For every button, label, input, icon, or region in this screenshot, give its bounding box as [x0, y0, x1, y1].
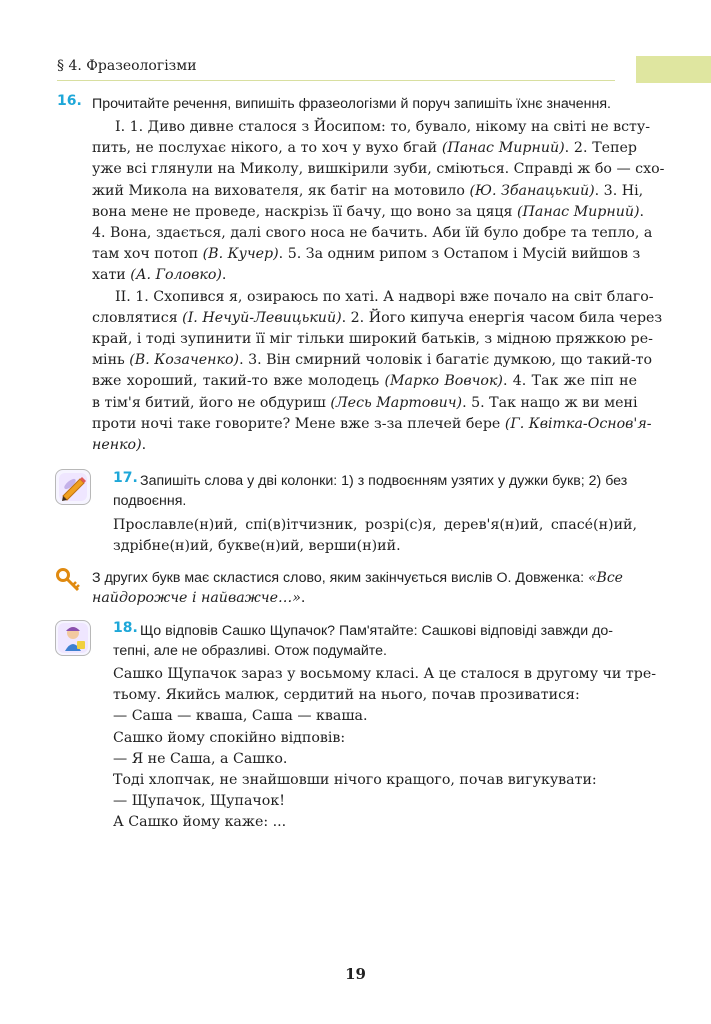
task-16-body	[92, 117, 665, 456]
key-icon	[55, 567, 81, 593]
text-line: Сашко Щупачок зараз у восьмому класі. А це сталося в другому чи тре-	[113, 666, 657, 682]
text-line: — Я не Саша, а Сашко.	[113, 750, 288, 767]
task-16-instruction: Прочитайте речення, випишіть фразеологізми й поруч запишіть їхнє значення.	[92, 96, 611, 112]
text-line: пить, не послухає нікого, а то хоч у вухо бгай (Панас Мирний). 2. Тепер	[92, 140, 638, 157]
text-line: — Саша — кваша, Саша — кваша.	[113, 708, 368, 725]
task-18-number: 18.	[113, 620, 138, 636]
text-line: І. 1. Диво дивне сталося з Йосипом: то, бувало, нікому на світі не всту-	[115, 119, 651, 135]
text-line: 4. Вона, здається, далі свого носа не бачить. Аби їй було добре та тепло, а	[92, 225, 653, 242]
text-line: жий Микола на вихователя, як батіг на мотовило (Ю. Збанацький). 3. Ні,	[92, 182, 644, 199]
text-line: ненко).	[92, 437, 147, 454]
text-line: Сашко йому спокійно відповів:	[113, 729, 346, 746]
task-18-instruction-line2: тепні, але не образливі. Отож подумайте.	[113, 643, 387, 659]
text-line: вона мене не проведе, наскрізь її бачу, що воно за цяця (Панас Мирний).	[92, 203, 645, 220]
text-line: ІІ. 1. Схопився я, озираюсь по хаті. А надворі вже почало на світ благо-	[115, 288, 654, 305]
key-hint-line2: найдорожче і найважче…».	[92, 590, 306, 606]
task-16-number: 16.	[57, 93, 82, 109]
text-line: проти ночі таке говорите? Мене вже з-за плечей бере (Г. Квітка-Основ'я-	[92, 415, 652, 432]
text-line: здрібне(н)ий, букве(н)ий, верши(н)ий.	[113, 538, 401, 555]
text-line: Прославле(н)ий, спі(в)ітчизник, розрі(с)я, дерев'я(н)ий, спасе́(н)ий,	[113, 517, 637, 533]
task-17-instruction-line1: Запишіть слова у дві колонки: 1) з подвоєнням узятих у дужки букв; 2) без	[140, 473, 628, 489]
running-header	[57, 58, 615, 81]
text-line: хати (А. Головко).	[92, 267, 227, 284]
task-17-words	[113, 515, 637, 557]
task-18-instruction-line1: Що відповів Сашко Щупачок? Пам'ятайте: Сашкові відповіді завжди до-	[140, 623, 613, 639]
key-hint-line1: З других букв має скластися слово, яким закінчується вислів О. Довженка: «Все	[92, 570, 623, 586]
text-line: Тоді хлопчак, не знайшовши нічого кращого, почав вигукувати:	[113, 772, 597, 789]
page-number: 19	[345, 965, 366, 983]
task-17-instruction-line2: подвоєння.	[113, 493, 187, 509]
text-line: вже хороший, такий-то вже молодець (Марко Вовчок). 4. Так же піп не	[92, 373, 637, 390]
section-title: § 4. Фразеологізми	[57, 58, 197, 74]
text-line: А Сашко йому каже: ...	[113, 814, 287, 831]
text-line: тьому. Якийсь малюк, сердитий на нього, почав прозиватися:	[113, 687, 580, 704]
text-line: в тім'я битий, його не обдуриш (Лесь Мартович). 5. Так нащо ж ви мені	[92, 394, 638, 411]
text-line: — Щупачок, Щупачок!	[113, 793, 285, 810]
task-17-number: 17.	[113, 470, 138, 486]
cartoon-character-icon	[55, 620, 91, 656]
task-18-story	[113, 664, 657, 834]
text-line: мінь (В. Козаченко). 3. Він смирний чоловік і багатіє думкою, що такий-то	[92, 352, 653, 369]
text-line: там хоч потоп (В. Кучер). 5. За одним рипом з Остапом і Мусій вийшов з	[92, 246, 641, 263]
pencil-eraser-icon	[55, 469, 91, 505]
text-line: край, і тоді зупинити її міг тільки широкий батьків, з мідною пряжкою ре-	[92, 331, 653, 348]
section-tab	[636, 56, 711, 83]
text-line: словлятися (І. Нечуй-Левицький). 2. Його кипуча енергія часом била через	[92, 309, 663, 326]
text-line: уже всі глянули на Миколу, вишкірили зуби, сміються. Справді ж бо — схо-	[92, 161, 665, 178]
